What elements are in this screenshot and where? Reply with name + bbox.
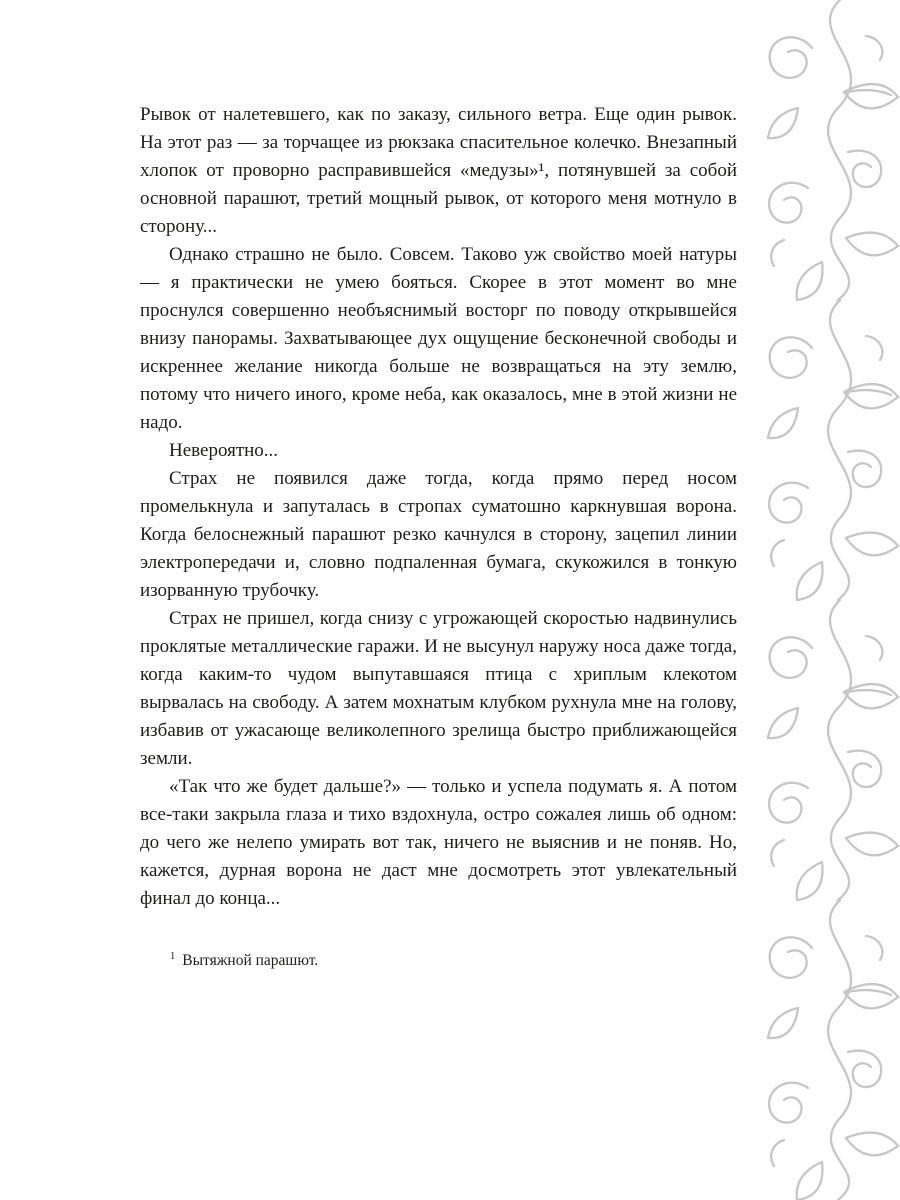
ornament-tile (768, 900, 898, 1200)
footnote-text: Вытяжной парашют. (182, 952, 319, 970)
ornament-tile (768, 300, 898, 600)
floral-border-ornament (750, 0, 900, 1200)
ornament-tile (768, 600, 898, 900)
paragraph: Страх не появился даже тогда, когда прямо перед носом промелькнула и запуталась в стропах суматошно каркнувшая ворона. Когда белоснежный парашют резко качнулся в сторону, зацепил линии электропередачи и, словно подпаленная бумага, скукожился в тонкую изорванную трубочку. (140, 468, 737, 601)
body-text (140, 101, 737, 971)
paragraph: «Так что же будет дальше?» — только и успела подумать я. А потом все-таки закрыла глаза и тихо вздохнула, остро сожалея лишь об одном: до чего же нелепо умирать вот так, ничего не выяснив и не поняв. Но, кажется, дурная ворона не даст мне досмотреть этот увлекательный финал до конца... (140, 776, 737, 909)
ornament-tile (768, 0, 898, 300)
paragraph: Однако страшно не было. Совсем. Таково уж свойство моей натуры — я практически не умею бояться. Скорее в этот момент во мне проснулся совершенно необъяснимый восторг по поводу открывшейся внизу панорамы. Захватывающее дух ощущение бесконечной свободы и искреннее желание никогда больше не возвращаться на эту землю, потому что ничего иного, кроме неба, как оказалось, мне в этой жизни не надо. (140, 244, 737, 433)
footnote-marker: 1 (170, 951, 176, 962)
floral-ornament-svg (750, 0, 900, 1200)
paragraph: Страх не пришел, когда снизу с угрожающей скоростью надвинулись проклятые металлические гаражи. И не высунул наружу носа даже тогда, когда каким-то чудом выпутавшаяся птица с хриплым клекотом вырвалась на свободу. А затем мохнатым клубком рухнула мне на голову, избавив от ужасающе великолепного зрелища быстро приближающейся земли. (140, 608, 737, 769)
paragraph: Невероятно... (169, 440, 279, 461)
paragraph: Рывок от налетевшего, как по заказу, сильного ветра. Еще один рывок. На этот раз — за торчащее из рюкзака спасительное колечко. Внезапный хлопок от проворно расправившейся «медузы»¹, потянувшей за собой основной парашют, третий мощный рывок, от которого меня мотнуло в сторону... (140, 104, 737, 237)
footnote (140, 947, 737, 971)
